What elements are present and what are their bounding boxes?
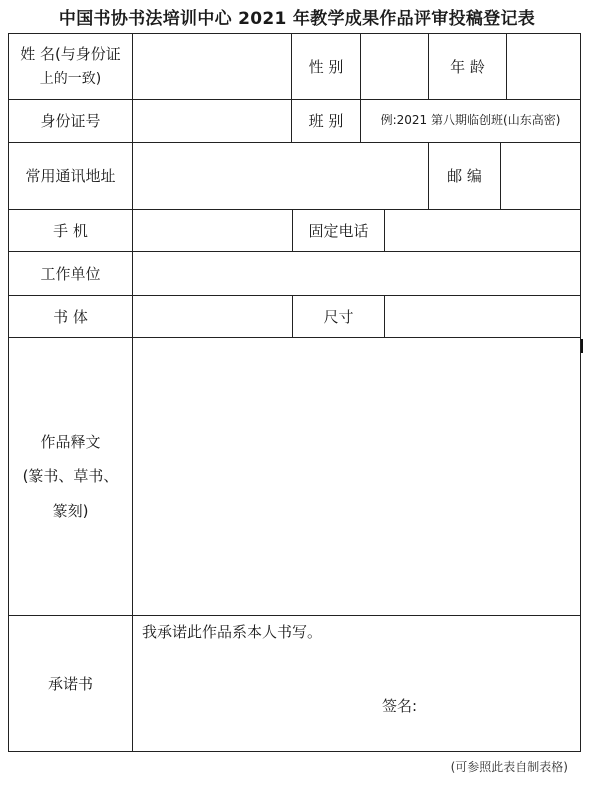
landline-field[interactable] — [385, 210, 580, 251]
landline-label: 固定电话 — [308, 221, 369, 240]
address-field[interactable] — [133, 143, 428, 209]
work-text-sub2: 篆刻) — [52, 501, 89, 520]
col-line — [580, 33, 581, 752]
mobile-field[interactable] — [133, 210, 292, 251]
postcode-field[interactable] — [501, 143, 580, 209]
age-label: 年 龄 — [450, 57, 485, 76]
class-label: 班 别 — [308, 112, 344, 130]
workplace-label: 工作单位 — [40, 264, 101, 283]
address-label: 常用通讯地址 — [25, 167, 116, 185]
script-style-label: 书 体 — [53, 307, 88, 326]
work-text-label — [9, 338, 132, 615]
gender-field[interactable] — [361, 34, 428, 99]
name-label-line2: 上的一致) — [39, 71, 102, 88]
footnote: (可参照此表自制表格) — [450, 760, 568, 774]
text-cursor — [581, 339, 583, 353]
size-field[interactable] — [385, 296, 580, 337]
name-label — [9, 34, 132, 99]
script-style-field[interactable] — [133, 296, 292, 337]
signature-label: 签名: — [382, 697, 418, 715]
form-title: 中国书协书法培训中心 2021 年教学成果作品评审投稿登记表 — [58, 9, 536, 29]
workplace-field[interactable] — [133, 252, 580, 295]
id-number-label: 身份证号 — [40, 112, 101, 130]
signature-field[interactable] — [430, 690, 570, 720]
name-label-line1: 姓 名(与身份证 — [20, 45, 121, 64]
age-field[interactable] — [507, 34, 580, 99]
row-line — [8, 751, 581, 752]
size-label: 尺寸 — [323, 307, 354, 326]
pledge-text: 我承诺此作品系本人书写。 — [142, 623, 323, 641]
mobile-label: 手 机 — [53, 221, 88, 240]
postcode-label: 邮 编 — [447, 167, 482, 185]
gender-label: 性 别 — [308, 57, 344, 76]
class-field[interactable]: 例:2021 第八期临创班(山东高密) — [380, 113, 561, 128]
work-text-title: 作品释文 — [40, 432, 101, 451]
work-text-field[interactable] — [133, 338, 580, 615]
name-field[interactable] — [133, 34, 291, 99]
pledge-label: 承诺书 — [47, 674, 93, 693]
id-number-field[interactable] — [133, 100, 291, 142]
work-text-sub1: (篆书、草书、 — [22, 467, 119, 486]
